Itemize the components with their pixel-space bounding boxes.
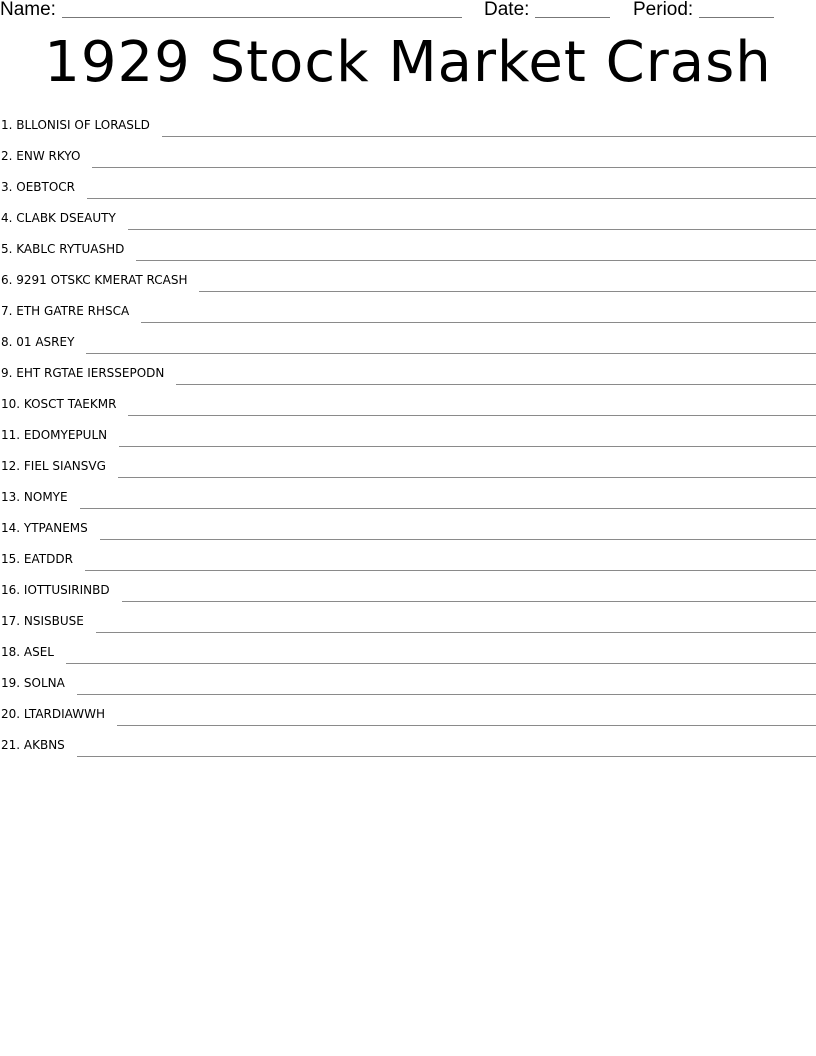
- word-row: [0, 481, 816, 512]
- scrambled-word: 12. FIEL SIANSVG: [1, 459, 106, 473]
- word-row: [0, 698, 816, 729]
- word-row: [0, 605, 816, 636]
- scrambled-word: 20. LTARDIAWWH: [1, 707, 105, 721]
- word-row: [0, 140, 816, 171]
- scrambled-word: 14. YTPANEMS: [1, 521, 88, 535]
- answer-blank-line[interactable]: [162, 136, 816, 137]
- word-row: [0, 202, 816, 233]
- scrambled-word: 15. EATDDR: [1, 552, 73, 566]
- word-row: [0, 667, 816, 698]
- scrambled-word: 7. ETH GATRE RHSCA: [1, 304, 130, 318]
- scrambled-word: 8. 01 ASREY: [1, 335, 75, 349]
- scrambled-word: 9. EHT RGTAE IERSSEPODN: [1, 366, 165, 380]
- name-label: Name:: [0, 0, 56, 20]
- scrambled-word: 21. AKBNS: [1, 738, 65, 752]
- period-label: Period:: [633, 0, 694, 20]
- answer-blank-line[interactable]: [96, 632, 816, 633]
- word-row: [0, 512, 816, 543]
- answer-blank-line[interactable]: [128, 415, 816, 416]
- word-row: [0, 729, 816, 760]
- date-blank-line[interactable]: [535, 17, 610, 18]
- period-blank-line[interactable]: [699, 17, 774, 18]
- scrambled-word: 16. IOTTUSIRINBD: [1, 583, 110, 597]
- word-row: [0, 574, 816, 605]
- answer-blank-line[interactable]: [122, 601, 816, 602]
- answer-blank-line[interactable]: [118, 477, 816, 478]
- student-info-header: [0, 0, 816, 24]
- scrambled-word: 1. BLLONISI OF LORASLD: [1, 118, 150, 132]
- answer-blank-line[interactable]: [117, 725, 816, 726]
- scrambled-word: 3. OEBTOCR: [1, 180, 76, 194]
- answer-blank-line[interactable]: [119, 446, 816, 447]
- word-row: [0, 357, 816, 388]
- answer-blank-line[interactable]: [66, 663, 816, 664]
- word-row: [0, 388, 816, 419]
- answer-blank-line[interactable]: [100, 539, 816, 540]
- scrambled-word: 6. 9291 OTSKC KMERAT RCASH: [1, 273, 188, 287]
- answer-blank-line[interactable]: [136, 260, 816, 261]
- scrambled-word: 13. NOMYE: [1, 490, 68, 504]
- word-row: [0, 109, 816, 140]
- answer-blank-line[interactable]: [77, 694, 816, 695]
- word-row: [0, 419, 816, 450]
- scrambled-word: 19. SOLNA: [1, 676, 65, 690]
- scrambled-word: 10. KOSCT TAEKMR: [1, 397, 117, 411]
- answer-blank-line[interactable]: [199, 291, 816, 292]
- answer-blank-line[interactable]: [87, 198, 816, 199]
- answer-blank-line[interactable]: [176, 384, 816, 385]
- scrambled-word: 5. KABLC RYTUASHD: [1, 242, 125, 256]
- date-label: Date:: [484, 0, 530, 20]
- word-row: [0, 636, 816, 667]
- answer-blank-line[interactable]: [85, 570, 816, 571]
- scrambled-word: 11. EDOMYEPULN: [1, 428, 108, 442]
- answer-blank-line[interactable]: [86, 353, 816, 354]
- scrambled-word: 17. NSISBUSE: [1, 614, 84, 628]
- word-row: [0, 450, 816, 481]
- page-title: 1929 Stock Market Crash: [44, 30, 772, 95]
- word-row: [0, 264, 816, 295]
- scrambled-word-list: [0, 109, 816, 760]
- answer-blank-line[interactable]: [128, 229, 816, 230]
- word-row: [0, 295, 816, 326]
- name-blank-line[interactable]: [62, 17, 462, 18]
- word-row: [0, 171, 816, 202]
- scrambled-word: 2. ENW RKYO: [1, 149, 81, 163]
- answer-blank-line[interactable]: [141, 322, 816, 323]
- answer-blank-line[interactable]: [92, 167, 816, 168]
- scrambled-word: 4. CLABK DSEAUTY: [1, 211, 116, 225]
- word-row: [0, 233, 816, 264]
- word-row: [0, 543, 816, 574]
- answer-blank-line[interactable]: [80, 508, 816, 509]
- scrambled-word: 18. ASEL: [1, 645, 54, 659]
- word-row: [0, 326, 816, 357]
- answer-blank-line[interactable]: [77, 756, 816, 757]
